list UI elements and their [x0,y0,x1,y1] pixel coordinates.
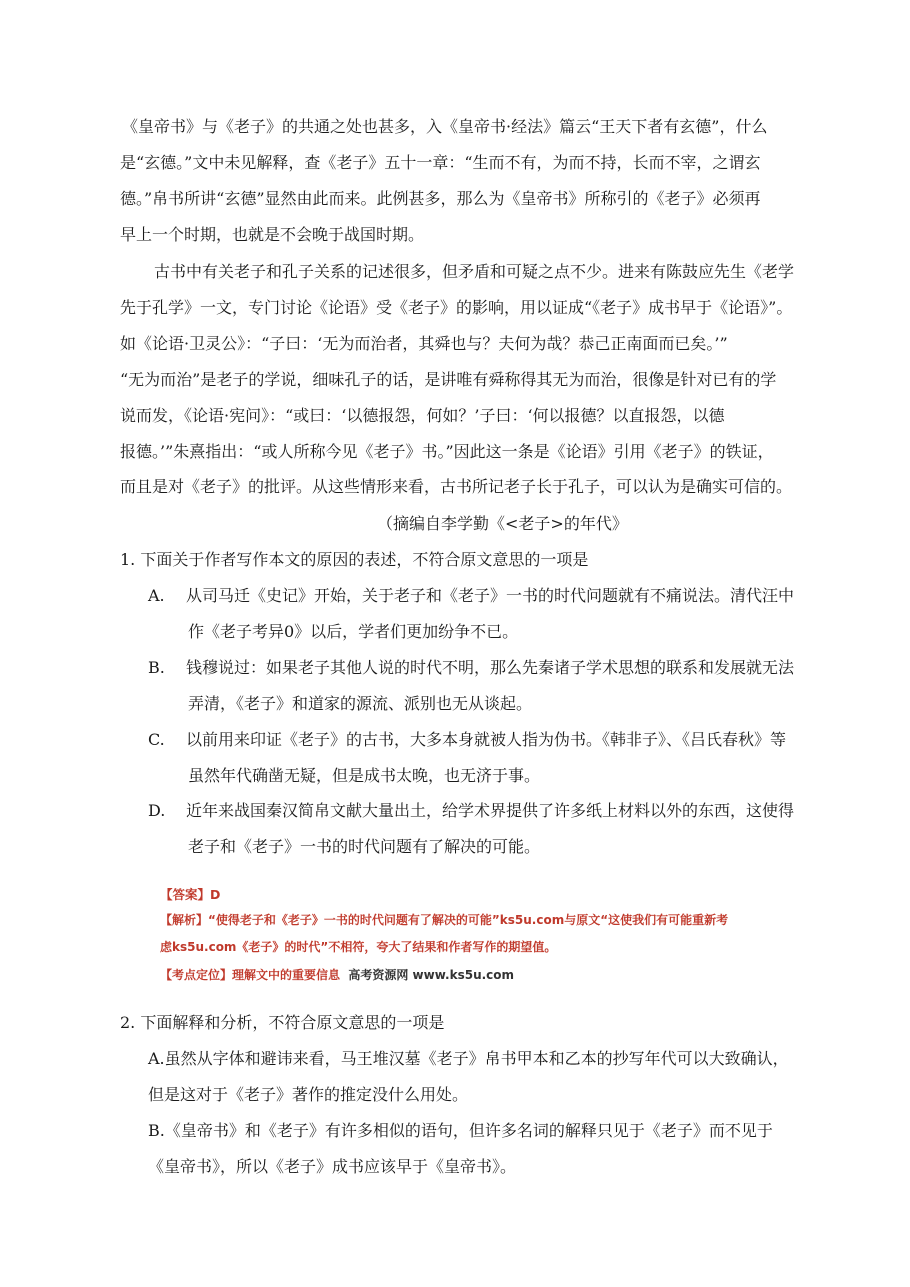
analysis-text: “使得老子和《老子》一书的时代问题有了解决的可能”ks5u.com与原文“这使我们有可能重新考 [208,913,729,927]
analysis-tag: 【解析】 [160,913,209,927]
option-label: B. [148,658,165,677]
option-label: D. [148,801,166,820]
passage-para2-line: 报德。’”朱熹指出：“或人所称今见《老子》书。”因此这一条是《论语》引用《老子》的铁证， [120,442,774,461]
option-text: 弄清，《老子》和道家的源流、派别也无从谈起。 [188,694,533,713]
question-1-stem: 1. 下面关于作者写作本文的原因的表述，不符合原文意思的一项是 [120,550,589,569]
passage-para2-line: 先于孔学》一文，专门讨论《论语》受《老子》的影响，用以证成“《老子》成书早于《论语》”。 [120,298,793,317]
passage-para2-line: 古书中有关老子和孔子关系的记述很多，但矛盾和可疑之点不少。进来有陈鼓应先生《老学 [154,262,795,281]
option-text: 近年来战国秦汉简帛文献大量出土，给学术界提供了许多纸上材料以外的东西，这使得 [186,801,795,820]
analysis-line [160,911,728,929]
option-text: 但是这对于《老子》著作的推定没什么用处。 [148,1085,469,1104]
option-text: 从司马迁《史记》开始，关于老子和《老子》一书的时代问题就有不痛说法。清代汪中 [186,586,795,605]
passage-para2-line: “无为而治”是老子的学说，细味孔子的话，是讲唯有舜称得其无为而治，很像是针对已有的学 [120,370,777,389]
option-text: 钱穆说过：如果老子其他人说的时代不明，那么先秦诸子学术思想的联系和发展就无法 [186,658,795,677]
option-label: C. [148,730,165,749]
analysis-line: 虑ks5u.com《老子》的时代”不相符，夸大了结果和作者写作的期望值。 [160,940,557,954]
option-text: 以前用来印证《老子》的古书，大多本身就被人指为伪书。《韩非子》、《吕氏春秋》等 [186,730,787,749]
passage-para1-line: 《皇帝书》与《老子》的共通之处也甚多，入《皇帝书·经法》篇云“王天下者有玄德”，什么 [122,117,768,136]
passage-para1-line: 德。”帛书所讲“玄德”显然由此而来。此例甚多，那么为《皇帝书》所称引的《老子》必须再 [120,189,761,208]
option-text: B.《皇帝书》和《老子》有许多相似的语句，但许多名词的解释只见于《老子》而不见于 [148,1121,773,1140]
answer-label: 【答案】D [160,887,221,902]
question-2-stem: 2. 下面解释和分析，不符合原文意思的一项是 [120,1013,445,1032]
exam-point-line [160,966,514,984]
watermark: 高考资源网 www.ks5u.com [348,968,515,982]
option-text: A.虽然从字体和避讳来看，马王堆汉墓《老子》帛书甲本和乙本的抄写年代可以大致确认， [148,1049,789,1068]
passage-para2-line: 说而发，《论语·宪问》：“或曰：‘以德报怨，何如？’子曰：‘何以报德？以直报怨，以德 [120,406,725,425]
passage-para1-line: 早上一个时期，也就是不会晚于战国时期。 [120,225,425,244]
passage-para2-line: 而且是对《老子》的批评。从这些情形来看，古书所记老子长于孔子，可以认为是确实可信的。 [120,477,793,496]
passage-source: （摘编自李学勤《<老子>的年代》 [377,514,628,533]
exam-point-tag: 【考点定位】理解文中的重要信息 [160,968,341,982]
passage-para1-line: 是“玄德。”文中未见解释，查《老子》五十一章：“生而不有，为而不持，长而不宰，之谓玄 [120,153,761,172]
option-text: 作《老子考异0》以后，学者们更加纷争不已。 [188,622,519,641]
option-text: 《皇帝书》，所以《老子》成书应该早于《皇帝书》。 [148,1157,517,1176]
passage-para2-line: 如《论语·卫灵公》：“子曰：‘无为而治者，其舜也与？夫何为哉？恭己正南面而已矣。’” [120,334,728,353]
option-text: 虽然年代确凿无疑，但是成书太晚，也无济于事。 [188,766,541,785]
option-text: 老子和《老子》一书的时代问题有了解决的可能。 [188,837,541,856]
option-label: A. [148,586,165,605]
